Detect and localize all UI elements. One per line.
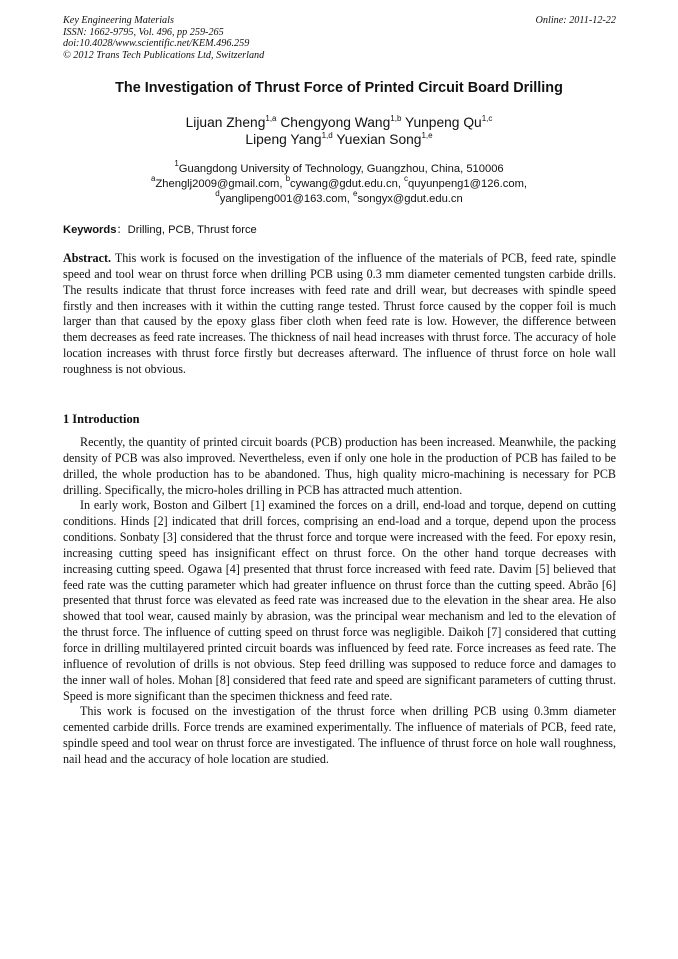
author-row-1 [40, 114, 638, 131]
email-line-1 [40, 174, 638, 192]
author-name: Lipeng Yang [245, 132, 322, 147]
affiliation-text: Guangdong University of Technology, Guangzhou, China, 510006 [178, 163, 504, 175]
intro-paragraph-3: This work is focused on the investigation of the thrust force when drilling PCB using 0.3mm diameter cemented carbide drills. Force trends are examined experimentally. The influence of materials of PCB, feed rate, spindle speed and tool wear on thrust force are investigated. The influence of thrust force on hole wall roughness, nail head and the accuracy of hole location are studied. [63, 704, 616, 766]
author-sup: 1,c [481, 114, 493, 123]
email-separator: , [279, 178, 286, 190]
author-list [40, 114, 638, 148]
email-sup: e [353, 189, 358, 198]
author-sup: 1,e [421, 131, 433, 140]
introduction-body [63, 435, 616, 768]
abstract-block [63, 251, 616, 378]
affiliation-line [40, 159, 638, 177]
abstract-paragraph [63, 251, 616, 378]
email-sup: b [285, 174, 291, 183]
email-sup: a [151, 174, 156, 183]
paper-title: The Investigation of Thrust Force of Printed Circuit Board Drilling [115, 80, 563, 96]
journal-name: Key Engineering Materials [63, 15, 174, 26]
email-link[interactable]: cywang@gdut.edu.cn [290, 178, 398, 190]
abstract-label: Abstract. [63, 251, 112, 265]
author-sup: 1,a [265, 114, 277, 123]
email-separator: , [346, 193, 353, 205]
author-name: Yunpeng Qu [405, 115, 482, 130]
email-link[interactable]: yanglipeng001@163.com [219, 193, 347, 205]
email-separator: , [397, 178, 405, 190]
keywords-colon: ： [116, 224, 128, 236]
section-heading-introduction: 1 Introduction [63, 412, 140, 426]
author-name: Yuexian Song [336, 132, 422, 147]
intro-paragraph-2: In early work, Boston and Gilbert [1] examined the forces on a drill, end-load and torque, depend on cutting conditions. Hinds [2] indicated that drill forces, comprising an end-load and a torque, depend upon the process conditions. Sonbaty [3] considered that the thrust force and torque were increased with the feed. For epoxy resin, increasing cutting speed has insignificant effect on thrust force. On the other hand torque decreases with increasing cutting speed. Ogawa [4] presented that thrust force increased with feed rate. Davim [5] believed that feed rate was the cutting parameter which had greater influence on thrust force than the cutting speed. Abrão [6] presented that thrust force was elevated as feed rate was increased due to the elevation in the shear area. He also showed that tool wear, caused mainly by abrasion, was the principal wear mechanism and led to the elevation of the thrust force. The influence of cutting speed on thrust force was negligible. Daikoh [7] considered that cutting force in drilling multilayered printed circuit boards was influenced by feed rate. Force increases as feed rate. The influence of revolution of drills is not obvious. Step feed drilling was supposed to reduce force and damages to the inner wall of holes. Mohan [8] considered that feed rate and speed are significant parameters of cutting thrust. Speed is more significant than the specimen thickness and feed rate. [63, 498, 616, 703]
copyright-line: © 2012 Trans Tech Publications Ltd, Switzerland [63, 49, 265, 61]
author-sup: 1,d [321, 131, 333, 140]
email-line-2 [40, 189, 638, 207]
issn-line: ISSN: 1662-9795, Vol. 496, pp 259-265 [63, 26, 224, 38]
keywords-line [63, 221, 616, 237]
keywords-text: Drilling, PCB, Thrust force [127, 224, 257, 236]
email-link[interactable]: Zhenglj2009@gmail.com [155, 178, 280, 190]
author-sup: 1,b [390, 114, 402, 123]
intro-paragraph-1: Recently, the quantity of printed circuit boards (PCB) production has been increased. Meanwhile, the packing density of PCB was also improved. Nevertheless, even if only one hole in the production of PCB has failed to be drilled, the whole production has to be abandoned. Thus, high quality micro-machining is necessary for PCB drilling. Specifically, the micro-holes drilling in PCB has attracted much attention. [63, 435, 616, 497]
doi-line: doi:10.4028/www.scientific.net/KEM.496.259 [63, 38, 250, 49]
email-sup: c [404, 174, 409, 183]
email-trailing: , [523, 178, 527, 190]
email-sup: d [215, 189, 220, 198]
affiliation-sup: 1 [174, 159, 179, 168]
author-name: Chengyong Wang [280, 115, 391, 130]
email-link[interactable]: songyx@gdut.edu.cn [357, 193, 463, 205]
abstract-text: This work is focused on the investigation of the influence of the materials of PCB, feed rate, spindle speed and tool wear on thrust force when drilling PCB using 0.3 mm diameter cemented tungsten carbide drills. The results indicate that thrust force increases with feed rate and drill wear, but decreases with spindle speed firstly and then increases with it within the cutting range tested. Thrust force caused by the copper foil is much larger than that caused by the epoxy glass fiber cloth when feed rate is low. However, the difference between them decreases as feed rate increases. The thickness of nail head increases with thrust force. The accuracy of hole location increases with thrust force firstly but decreases afterward. The influence of thrust force on hole wall roughness is not obvious. [63, 251, 616, 376]
keywords-label: Keywords [63, 224, 117, 236]
journal-header [63, 15, 616, 61]
author-row-2 [40, 131, 638, 148]
email-link[interactable]: quyunpeng1@126.com [408, 178, 524, 190]
online-date: Online: 2011-12-22 [535, 15, 616, 26]
author-name: Lijuan Zheng [185, 115, 266, 130]
affiliation-block [40, 159, 638, 207]
